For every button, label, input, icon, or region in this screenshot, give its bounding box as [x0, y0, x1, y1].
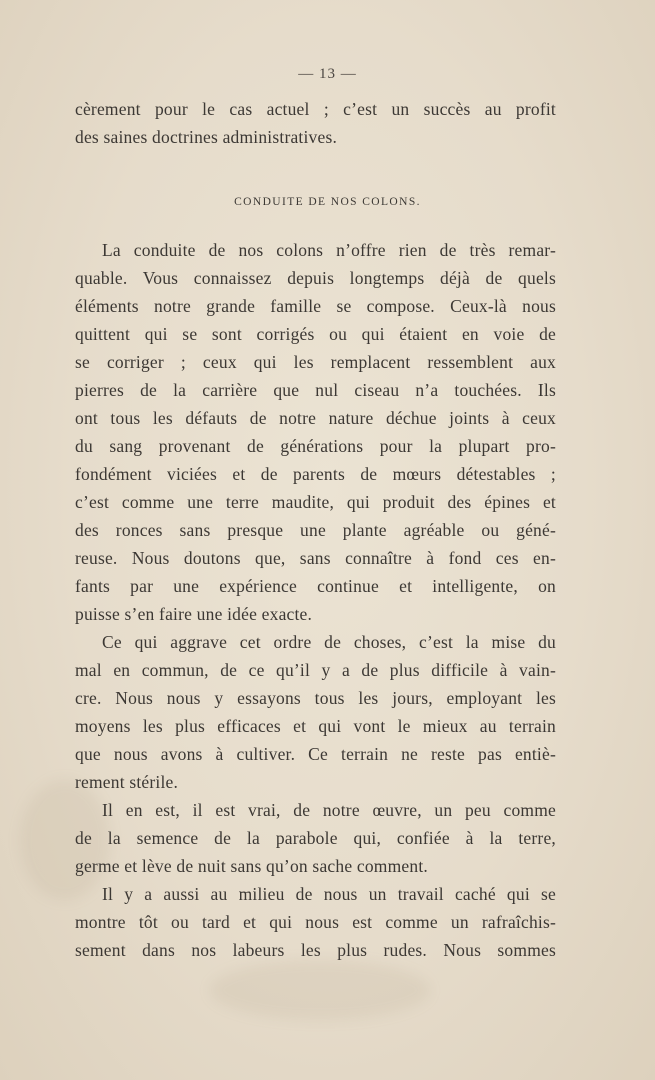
text-line: sement dans nos labeurs les plus rudes. Nous sommes [75, 940, 556, 960]
text-line: mal en commun, de ce qu’il y a de plus difficile à vain- [75, 660, 556, 680]
text-line: germe et lève de nuit sans qu’on sache comment. [75, 856, 428, 876]
text-line: de la semence de la parabole qui, confiée à la terre, [75, 828, 556, 848]
text-line: quable. Vous connaissez depuis longtemps déjà de quels [75, 268, 556, 288]
text-line: fondément viciées et de parents de mœurs détestables ; [75, 464, 556, 484]
text-line: c’est comme une terre maudite, qui produit des épines et [75, 492, 556, 512]
text-line: du sang provenant de générations pour la plupart pro- [75, 436, 556, 456]
text-line: Il en est, il est vrai, de notre œuvre, un peu comme [102, 800, 556, 820]
text-line: rement stérile. [75, 772, 179, 792]
text-line: cèrement pour le cas actuel ; c’est un succès au profit [75, 99, 556, 119]
page-number: — 13 — [298, 66, 357, 82]
text-line: Il y a aussi au milieu de nous un travail caché qui se [102, 884, 556, 904]
text-line: se corriger ; ceux qui les remplacent ressemblent aux [75, 352, 556, 372]
text-line: éléments notre grande famille se compose. Ceux-là nous [75, 296, 556, 316]
text-line: montre tôt ou tard et qui nous est comme un rafraîchis- [75, 912, 556, 932]
text-line: pierres de la carrière que nul ciseau n’a touchées. Ils [75, 380, 556, 400]
text-line: fants par une expérience continue et intelligente, on [75, 576, 556, 596]
text-line: cre. Nous nous y essayons tous les jours, employant les [75, 688, 556, 708]
text-line: reuse. Nous doutons que, sans connaître à fond ces en- [75, 548, 556, 568]
section-heading: CONDUITE DE NOS COLONS. [234, 196, 421, 208]
paper-stain [210, 960, 430, 1020]
text-line: La conduite de nos colons n’offre rien de très remar- [102, 240, 556, 260]
text-line: moyens les plus efficaces et qui vont le mieux au terrain [75, 716, 556, 736]
text-line: des saines doctrines administratives. [75, 127, 338, 147]
text-line: puisse s’en faire une idée exacte. [75, 604, 313, 624]
text-line: Ce qui aggrave cet ordre de choses, c’est la mise du [102, 632, 556, 652]
text-line: quittent qui se sont corrigés ou qui étaient en voie de [75, 324, 556, 344]
text-line: des ronces sans presque une plante agréable ou géné- [75, 520, 556, 540]
text-line: ont tous les défauts de notre nature déchue joints à ceux [75, 408, 556, 428]
text-line: que nous avons à cultiver. Ce terrain ne reste pas entiè- [75, 744, 556, 764]
